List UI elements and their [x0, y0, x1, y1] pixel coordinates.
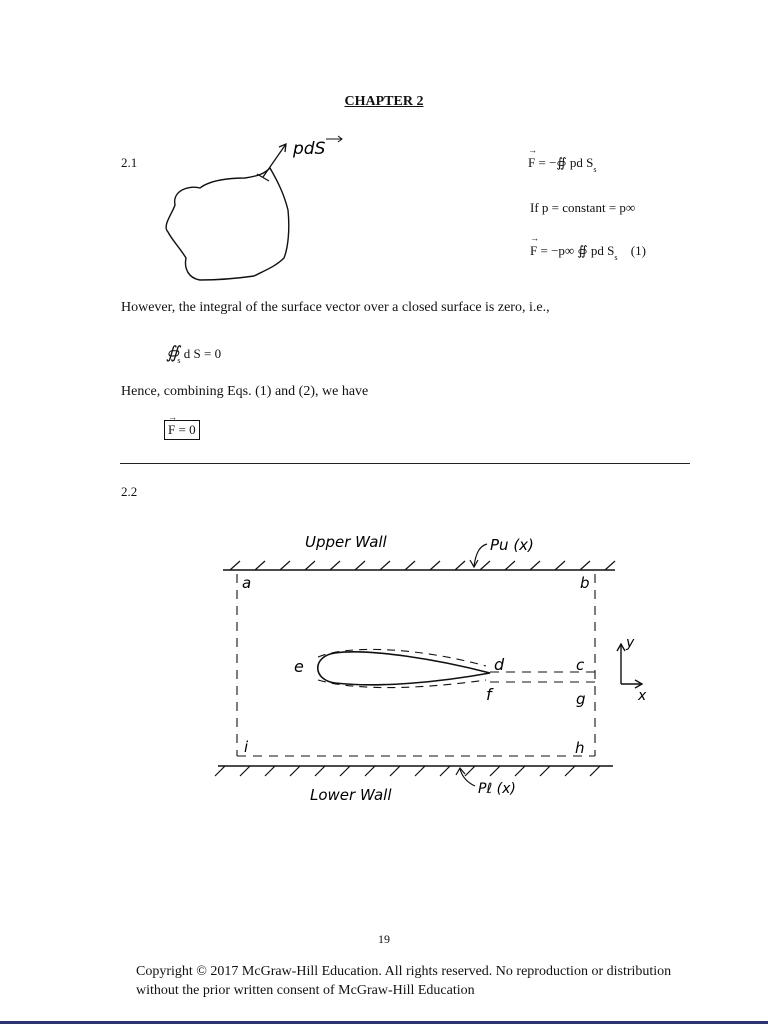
equation-1-tag: (1) — [630, 243, 646, 258]
equation-2: $∯_s$ d S = 0 — [166, 343, 222, 365]
force-equation: → F = −∯ pd $S_s$ — [528, 155, 597, 174]
copyright-line-2: without the prior written consent of McGraw-Hill Education — [136, 983, 475, 998]
equation-1: → F = −p∞ ∯ pd $S_s$ (1) — [530, 243, 646, 262]
wind-tunnel-diagram — [200, 520, 660, 810]
point-c-label: c — [576, 656, 585, 674]
control-volume-boundary — [237, 574, 595, 756]
point-a-label: a — [242, 574, 252, 592]
point-d-label: d — [494, 655, 505, 674]
pds-arrow-shaft — [263, 144, 286, 177]
section-divider — [120, 463, 690, 464]
pds-label: pdS — [293, 139, 326, 159]
pl-label: Pℓ (x) — [478, 781, 516, 797]
copyright-line-1: Copyright © 2017 McGraw-Hill Education. All rights reserved. No reproduction or distribution — [136, 964, 672, 979]
page-number: 19 — [378, 932, 390, 946]
lower-wall-hatch — [215, 766, 600, 776]
point-f-label: f — [486, 685, 492, 704]
point-i-label: i — [244, 738, 249, 756]
problem-number-2-1: 2.1 — [121, 155, 138, 170]
problem-number-2-2: 2.2 — [121, 484, 138, 499]
upper-wall-label: Upper Wall — [305, 533, 387, 551]
chapter-title: CHAPTER 2 — [344, 94, 424, 109]
point-b-label: b — [580, 574, 590, 592]
upper-wall-hatch — [230, 561, 615, 570]
closed-surface-statement: However, the integral of the surface vector over a closed surface is zero, i.e., — [121, 300, 550, 315]
lower-wall-label: Lower Wall — [310, 786, 392, 804]
point-e-label: e — [294, 657, 304, 676]
pu-label: Pu (x) — [490, 536, 534, 554]
point-h-label: h — [575, 739, 585, 757]
point-g-label: g — [576, 690, 586, 708]
closed-surface-sketch — [150, 130, 370, 290]
y-axis-label: y — [626, 635, 635, 651]
pds-arrow-base-tick — [257, 174, 269, 181]
constant-pressure-condition: If p = constant = p∞ — [530, 200, 636, 215]
combine-statement: Hence, combining Eqs. (1) and (2), we have — [121, 384, 369, 399]
closed-surface-outline — [166, 168, 289, 280]
result-boxed: → F = 0 — [164, 420, 200, 440]
airfoil-outline — [318, 652, 490, 685]
x-axis-label: x — [638, 688, 647, 704]
copyright-notice — [136, 962, 736, 1000]
